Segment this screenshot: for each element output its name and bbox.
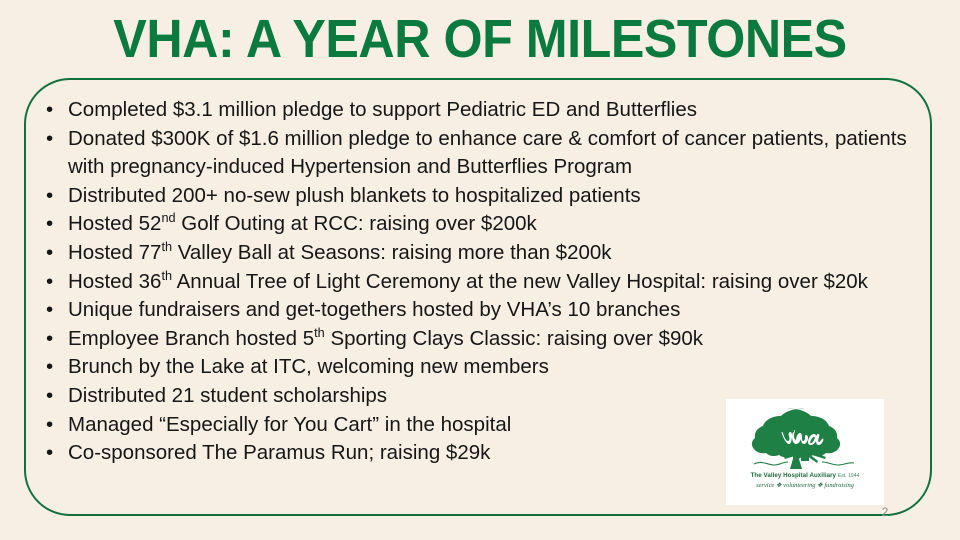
logo-tagline: service ❖ volunteering ❖ fundraising: [756, 482, 854, 489]
logo-caption-est: Est. 1944: [837, 473, 860, 479]
bullet-point-icon: •: [46, 383, 54, 407]
list-item: [44, 239, 914, 268]
bullet-point-icon: •: [46, 98, 54, 121]
list-item-text: Donated $300K of $1.6 million pledge to enhance care & comfort of cancer patients, patients with pregnancy-induced Hypertension and Butterflies Program: [68, 126, 907, 179]
list-item: [44, 96, 914, 125]
bullet-point-icon: •: [46, 183, 54, 207]
list-item-text: Hosted 52nd Golf Outing at RCC: raising over $200k: [68, 210, 537, 236]
list-item-text: Hosted 77th Valley Ball at Seasons: raising more than $200k: [68, 239, 612, 264]
bullet-point-icon: •: [46, 412, 54, 436]
list-item: [44, 210, 914, 239]
ordinal-suffix: th: [161, 267, 173, 283]
ordinal-suffix: th: [161, 239, 173, 255]
page-title: VHA: A YEAR OF MILESTONES: [113, 9, 847, 69]
page-number: 2: [881, 505, 889, 519]
list-item-text: Distributed 200+ no-sew plush blankets to hospitalized patients: [68, 183, 641, 207]
bullet-point-icon: •: [46, 240, 54, 264]
ordinal-suffix: nd: [161, 210, 176, 226]
list-item-text: Unique fundraisers and get-togethers hosted by VHA’s 10 branches: [68, 298, 681, 322]
list-item-text: Employee Branch hosted 5th Sporting Clays Classic: raising over $90k: [68, 324, 704, 350]
list-item-text: Distributed 21 student scholarships: [68, 383, 388, 407]
bullet-point-icon: •: [46, 298, 54, 322]
vha-tree-logo-icon: [726, 401, 884, 473]
bullet-point-icon: •: [46, 269, 54, 293]
list-item: [44, 125, 914, 182]
list-item: [44, 296, 914, 325]
list-item-text: Completed $3.1 million pledge to support Pediatric ED and Butterflies: [68, 98, 698, 121]
list-item: [44, 325, 914, 354]
list-item-text: Managed “Especially for You Cart” in the hospital: [68, 412, 512, 436]
list-item-text: Hosted 36th Annual Tree of Light Ceremony at the new Valley Hospital: raising over $20k: [68, 267, 868, 293]
bullet-point-icon: •: [46, 212, 54, 236]
ordinal-suffix: th: [314, 324, 325, 340]
bullet-point-icon: •: [46, 326, 54, 350]
bullet-point-icon: •: [46, 355, 54, 379]
bullet-point-icon: •: [46, 441, 54, 465]
list-item-text: Brunch by the Lake at ITC, welcoming new members: [68, 355, 549, 379]
logo-caption-name: The Valley Hospital Auxiliary: [750, 472, 837, 479]
list-item: [44, 182, 914, 211]
vha-logo-card: [726, 399, 884, 505]
list-item: [44, 353, 914, 382]
bullet-point-icon: •: [46, 126, 54, 150]
list-item-text: Co-sponsored The Paramus Run; raising $29k: [68, 441, 491, 465]
list-item: [44, 268, 914, 297]
logo-caption: [726, 472, 884, 480]
